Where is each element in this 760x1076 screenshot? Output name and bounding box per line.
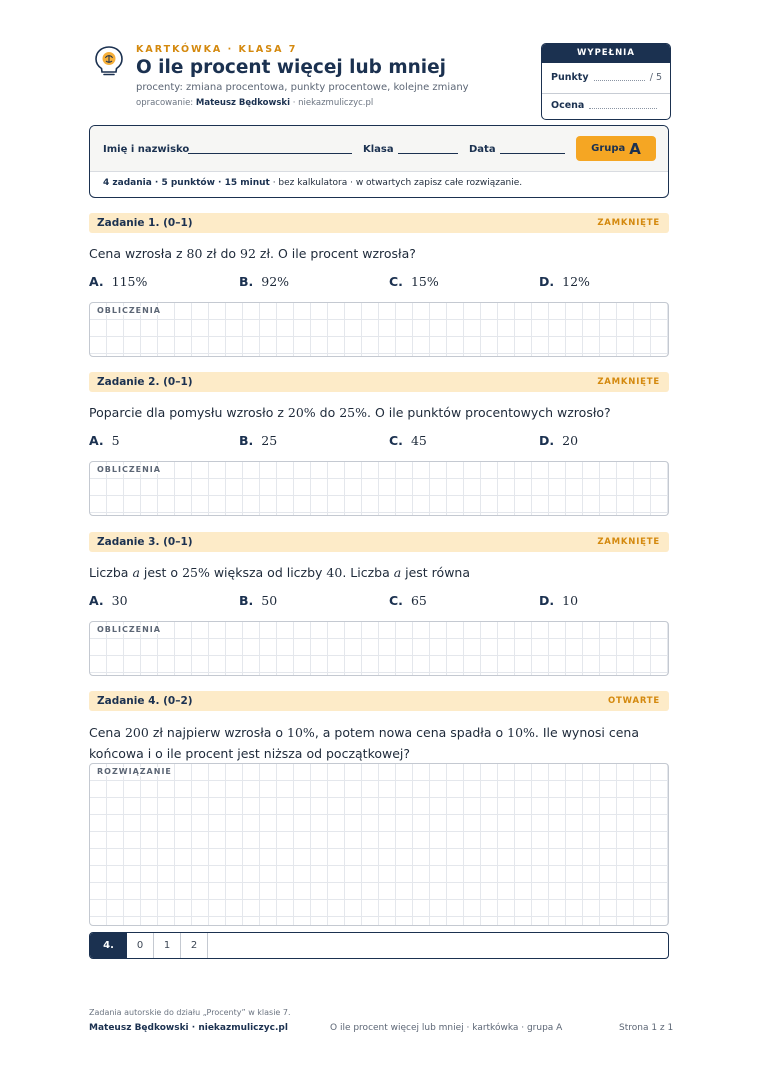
class-label: Klasa	[363, 144, 394, 155]
task-2-answers	[89, 433, 669, 451]
answer-option[interactable]: A. 5	[89, 433, 120, 448]
footer-author: Mateusz Będkowski · niekazmuliczyc.pl	[89, 1023, 288, 1033]
task-2-title: Zadanie 2. (0–1)	[97, 376, 193, 388]
teacher-box-heading: WYPEŁNIA NAUCZYCIEL	[542, 44, 670, 63]
page-title: O ile procent więcej lub mniej	[136, 57, 447, 78]
task-3-header	[89, 532, 669, 552]
task-3-question: Liczba a jest o 25% większa od liczby 40. Liczba a jest równa	[89, 565, 470, 580]
author-credit: opracowanie: Mateusz Będkowski · niekazmuliczyc.pl	[136, 98, 374, 108]
task-4-header	[89, 691, 669, 711]
worksheet-info: 4 zadania · 5 punktów · 15 minut · bez kalkulatora · w otwartych zapisz całe rozwiązanie.	[103, 178, 523, 188]
answer-option[interactable]: D. 20	[539, 433, 579, 448]
answer-option[interactable]: C. 15%	[389, 274, 439, 289]
task-3-work-area[interactable]	[89, 621, 669, 676]
date-field[interactable]	[500, 153, 565, 154]
score-option[interactable]: 0	[127, 933, 154, 958]
grade-field[interactable]	[551, 100, 662, 111]
task-2-type: ZAMKNIĘTE	[597, 377, 660, 387]
lightbulb-brain-icon	[92, 44, 126, 78]
score-option[interactable]: 2	[181, 933, 208, 958]
answer-option[interactable]: C. 65	[389, 593, 427, 608]
points-max: / 5	[649, 72, 662, 83]
points-field[interactable]	[551, 72, 662, 83]
date-label: Data	[469, 144, 496, 155]
teacher-box	[541, 43, 671, 120]
task-4-score-strip	[89, 932, 669, 959]
answer-option[interactable]: B. 50	[239, 593, 278, 608]
page-subtitle: procenty: zmiana procentowa, punkty procentowe, kolejne zmiany	[136, 82, 469, 93]
score-option[interactable]: 1	[154, 933, 181, 958]
grade-label: Ocena	[551, 100, 585, 111]
answer-option[interactable]: B. 92%	[239, 274, 290, 289]
answer-option[interactable]: A. 115%	[89, 274, 148, 289]
task-3-title: Zadanie 3. (0–1)	[97, 536, 193, 548]
answer-option[interactable]: D. 12%	[539, 274, 590, 289]
answer-option[interactable]: C. 45	[389, 433, 427, 448]
answer-option[interactable]: B. 25	[239, 433, 278, 448]
work-area-label: ROZWIĄZANIE	[97, 767, 172, 776]
task-3-answers	[89, 593, 669, 611]
class-field[interactable]	[398, 153, 458, 154]
footer-note: Zadania autorskie do działu „Procenty” w klasie 7.	[89, 1008, 291, 1017]
task-4-question: Cena 200 zł najpierw wzrosła o 10%, a potem nowa cena spadła o 10%. Ile wynosi cena końcowa i o ile procent jest niższa od początkowej?	[89, 725, 639, 761]
name-label: Imię i nazwisko	[103, 144, 190, 155]
score-task-number: 4.	[90, 933, 127, 958]
task-2-header	[89, 372, 669, 392]
task-1-work-area[interactable]	[89, 302, 669, 357]
name-field[interactable]	[188, 153, 352, 154]
page-number: Strona 1 z 1	[619, 1023, 674, 1033]
task-4-type: OTWARTE	[608, 696, 660, 706]
answer-option[interactable]: D. 10	[539, 593, 579, 608]
footer-title: O ile procent więcej lub mniej · kartkówka · grupa A	[330, 1023, 563, 1033]
task-1-question: Cena wzrosła z 80 zł do 92 zł. O ile procent wzrosła?	[89, 246, 416, 261]
task-4-title: Zadanie 4. (0–2)	[97, 695, 193, 707]
work-area-label: OBLICZENIA	[97, 625, 161, 634]
group-badge: Grupa A	[576, 136, 656, 161]
task-4-work-area[interactable]	[89, 763, 669, 926]
work-area-label: OBLICZENIA	[97, 306, 161, 315]
student-info-box	[89, 125, 669, 198]
task-2-work-area[interactable]	[89, 461, 669, 516]
task-1-type: ZAMKNIĘTE	[597, 218, 660, 228]
points-label: Punkty	[551, 72, 589, 83]
task-1-title: Zadanie 1. (0–1)	[97, 217, 193, 229]
task-1-answers	[89, 274, 669, 292]
answer-option[interactable]: A. 30	[89, 593, 128, 608]
worksheet-kicker: KARTKÓWKA · KLASA 7	[136, 44, 298, 55]
task-1-header	[89, 213, 669, 233]
task-3-type: ZAMKNIĘTE	[597, 537, 660, 547]
task-2-question: Poparcie dla pomysłu wzrosło z 20% do 25%. O ile punktów procentowych wzrosło?	[89, 405, 611, 420]
work-area-label: OBLICZENIA	[97, 465, 161, 474]
